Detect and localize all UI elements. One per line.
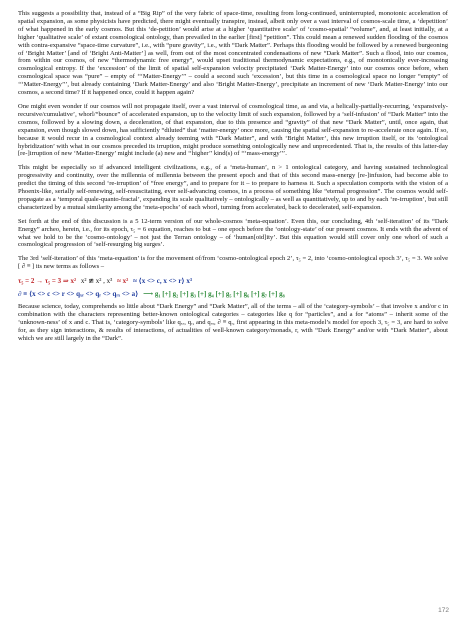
paragraph-meta-equation: Set forth at the end of this discussion is a 5 12-term version of our whole-cosmos ‘meta-equation’. Even this, our concluding, 4th ‘self-iteration’ of its “Dark Energy” archeo, herein, i.e., for its epoch, τ₅ = 6 equation, reaches to but – one epoch before the ‘ontology-state’ of our present cosmos. It ends with the advent of what we hold to be the ‘cosmo-ontology’ – not just the Terran ontology – of ‘human[oid]ity’. But this equation would still cover only one whorl of such a cosmological progression of ‘self-resurging big surges’.	[18, 217, 448, 249]
equation-1-term-3: ≈ x²	[117, 277, 129, 286]
paragraph-self-iteration: The 3rd ‘self-iteration’ of this ‘meta-equation’ is for the movement of/from ‘cosmo-ontological epoch 2’, τ₅ = 2, into ‘cosmo-ontological epoch 3’, τ₅ = 3. We solve [ ∂ ≡ ] its new terms as follows –	[18, 255, 448, 271]
equation-line-1	[18, 277, 448, 286]
paragraph-whorl-bounce: One might even wonder if our cosmos will not propagate itself, over a vast interval of cosmological time, as and via, a helically-partially-recurring, ‘expansively-recursive/cumulative’, whorl/“bounce” of accelerated expansion, up to the velocity limit of such expansion, followed by a ‘self-infusion’ of “Dark Matter” into the cosmos, followed by a slowing down, a deceleration, of that expansion, due to this presence and “gravity” of that new “Dark Matter”, until, once again, that expansion, even though slowed down, has sufficiently “diluted” that ‘matter-energy’ once more, causing the spatial self-expansion to re-accelerate once again. If so, because it would recur in a cosmological context already teeming with “Dark Matter”, and with ‘Bright Matter’, this new irruption itself, or its ‘ontological hybridization’ with what in our cosmos preceded its irruption, might produce something ontologically new and unprecedented. That is, the results of this latter-day [re-]irruption of new ‘Matter-Energy’ might include (a) new and ‘‘higher’’ kind(s) of ‘‘‘mass-energy’’’.	[18, 102, 448, 158]
paragraph-big-rip: This suggests a possibility that, instead of a “Big Rip” of the very fabric of space-time, resulting from long-continued, uninterrupted, monotonic acceleration of spatial expansion, as some physicists have predicted, there might eventually transpire, instead, albeit only over a vast interval of cosmos-scale time, a ‘depetition’ of what happened in the early cosmos. But this ‘de-petition’ would arise at a higher ‘quantitative scale’ of ‘cosmo-spatial’ “volume”, and, at least initially, at a higher ‘qualitative scale’ of extant cosmological ontology, than prevailed in the earlier [first] “petition”. This could mean a renewed sudden flooding of the cosmos with contra-expansive “space-time curvature”, i.e., with “pure gravity”, i.e., with “Dark Matter”. Perhaps this flooding would be followed by a renewed burgeoning of ‘Bright Matter’ [and of ‘Bright Anti-Matter’] as well, from out of the most concentrated condensations of new “Dark Matter”. Such a flood, into our cosmos, from within our cosmos, of new “thermodynamic free energy”, would upset traditional thermodynamic expectations, e.g., of monotonically ever-increasing cosmological entropy. If the ‘excession’ of the limit of spatial self-expansion velocity precipitated ‘Dark Matter-Energy’ into our cosmos once before, when cosmological space was “pure” – empty of ‘‘‘Matter-Energy’’’ – could a second such ‘excession’, but this time in a cosmological space no longer “empty” of ‘‘‘Matter-Energy’’’, but already containing ‘Dark Matter-Energy’ and also ‘Bright Matter-Energy’, precipitate an increment of new ‘Dark Matter-Energy’ into our cosmos, a second time? If it happened once, could it happen again?	[18, 10, 448, 97]
paragraph-dark-energy: Because science, today, comprehends so little about “Dark Energy” and “Dark Matter”, all of the terms – all of the ‘category-symbols’ – that involve x and/or c in combination with the characters representing better-known ontological categories – categories like q for “particles”, and a for “atoms” – inherit some of the ‘unknown-ness’ of x and c. That is, ‘category-symbols’ like qₓᵣ, qᵣ, and qᵣₓ, ∂ ≡ qᵣ, first appearing in this meta-model’s model for epoch 3, τ₅ = 3, are hard to solve for, as they sign interactions, & results of interactions, of actualities of well-known category/monads, r, with “Dark Energy” and/or with “Dark Matter”, about which we are still largely in the “Dark”.	[18, 303, 448, 342]
equation-1-term-4: ≈ ⟨x <> c, x <> r⟩ x³	[132, 277, 192, 286]
equation-2-term-1: ∂ ≡ ⟨x <> c <> r <> qₓᵣ <> qᵣ <> qᵣₓ <> a⟩	[18, 290, 139, 299]
equation-line-2	[18, 290, 448, 299]
equation-1-term-2: x² ≇ x² , x³	[80, 277, 113, 286]
document-page	[18, 10, 448, 610]
paragraph-civilizations: This might be especially so if advanced intelligent civilizations, e.g., of a ‘meta-human’, n > 1 ontological category, and having sustained technological progressivity and continuity, over the millennia of millennia between the present epoch and that of this second mass-energy [re-]infusion, had become able to predict the timing of this second ‘re-irruption’ of “free energy”, and to prepare for it – to prepare to harness it. Such a speculation comports with the vision of a Phoenix-like, serially self-renewing, self-resuscitating, ever self-advancing cosmos, in a process of something like “eternal progression”. The cosmos would self-propagate as a ‘temporal quale-quanto-fractal’, expanding its scale qualitatively – ontologically – as well as quantitatively, up to and by each ‘re-irruption’, but still characterized by a mutual similarity among the ‘meta-epochs’ of each whorl, turning from accelerated, back to decelerated, self-expansion.	[18, 164, 448, 211]
equation-1-term-1: τ₅ = 2 → τ₅ = 3 ⇒ x²	[18, 277, 77, 286]
page-number: 172	[438, 607, 449, 614]
equation-2-term-2: ⟶ g₁ [+] g₂ [+] g₃ [+] g₄ [+] g₅ [+] g₆ [+] g₇ [+] g₈	[143, 290, 285, 299]
